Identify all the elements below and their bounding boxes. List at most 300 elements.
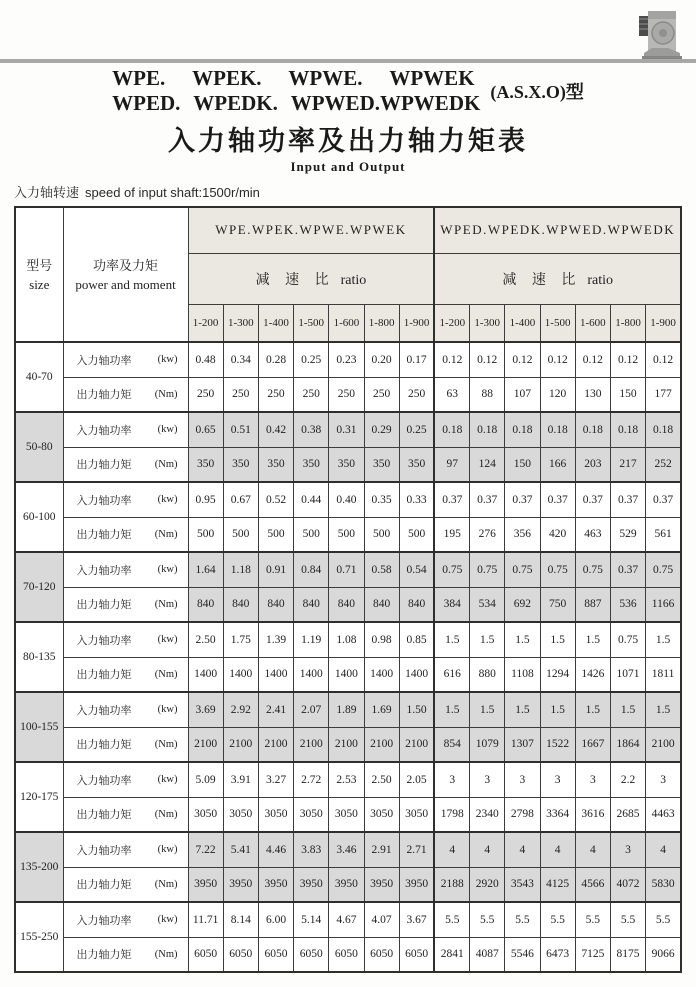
power-value-cell: 0.75	[434, 552, 469, 587]
ratio-value-header-cell: 1-200	[188, 304, 223, 342]
row-unit-text: (kw)	[157, 774, 178, 786]
power-value-cell: 0.18	[434, 412, 469, 447]
speed-note-en: speed of input shaft:1500r/min	[85, 185, 260, 200]
power-value-cell: 8.14	[223, 902, 258, 937]
row-label-cell	[63, 762, 188, 797]
power-moment-column-header: 功率及力矩 power and moment	[63, 207, 188, 342]
size-cell: 40-70	[15, 342, 63, 412]
row-unit-text: (kw)	[157, 564, 178, 576]
power-value-cell: 4.67	[329, 902, 364, 937]
row-label-cell	[63, 797, 188, 832]
power-value-cell: 11.71	[188, 902, 223, 937]
power-value-cell: 1.5	[575, 622, 610, 657]
power-value-cell: 0.75	[470, 552, 505, 587]
torque-value-cell: 3616	[575, 797, 610, 832]
torque-value-cell: 3543	[505, 867, 540, 902]
power-value-cell: 1.5	[470, 692, 505, 727]
torque-value-cell: 250	[329, 377, 364, 412]
power-value-cell: 2.05	[399, 762, 434, 797]
row-label-cell	[63, 342, 188, 377]
torque-value-cell: 252	[646, 447, 681, 482]
power-value-cell: 0.37	[575, 482, 610, 517]
power-value-cell: 0.67	[223, 482, 258, 517]
row-unit-text: (Nm)	[154, 388, 178, 400]
header-row-groups	[15, 207, 681, 253]
power-value-cell: 1.69	[364, 692, 399, 727]
ratio-value-header-cell: 1-500	[540, 304, 575, 342]
row-label-cell	[63, 482, 188, 517]
torque-value-cell: 350	[364, 447, 399, 482]
ratio-value-header-cell: 1-300	[223, 304, 258, 342]
power-value-cell: 0.12	[646, 342, 681, 377]
torque-value-cell: 1400	[364, 657, 399, 692]
power-value-cell: 6.00	[258, 902, 293, 937]
power-value-cell: 0.20	[364, 342, 399, 377]
power-value-cell: 1.18	[223, 552, 258, 587]
power-value-cell: 1.19	[294, 622, 329, 657]
torque-value-cell: 500	[294, 517, 329, 552]
ratio-value-header-cell: 1-900	[646, 304, 681, 342]
power-value-cell: 2.91	[364, 832, 399, 867]
row-label-cell	[63, 937, 188, 972]
power-value-cell: 0.98	[364, 622, 399, 657]
torque-value-cell: 1166	[646, 587, 681, 622]
power-value-cell: 3.67	[399, 902, 434, 937]
torque-value-cell: 124	[470, 447, 505, 482]
power-value-cell: 0.37	[540, 482, 575, 517]
torque-value-cell: 500	[329, 517, 364, 552]
power-value-cell: 0.37	[610, 482, 645, 517]
size-cell: 50-80	[15, 412, 63, 482]
torque-value-cell: 1400	[223, 657, 258, 692]
row-label-text: 出力轴力矩	[76, 669, 132, 682]
power-value-cell: 2.07	[294, 692, 329, 727]
power-value-cell: 0.18	[470, 412, 505, 447]
row-label-cell	[63, 657, 188, 692]
size-cell: 80-135	[15, 622, 63, 692]
power-value-cell: 2.50	[188, 622, 223, 657]
row-label-cell	[63, 517, 188, 552]
torque-value-cell: 6050	[329, 937, 364, 972]
torque-value-cell: 177	[646, 377, 681, 412]
power-value-cell: 1.5	[470, 622, 505, 657]
power-value-cell: 0.54	[399, 552, 434, 587]
torque-value-cell: 2798	[505, 797, 540, 832]
torque-value-cell: 3364	[540, 797, 575, 832]
power-value-cell: 0.17	[399, 342, 434, 377]
torque-value-cell: 1426	[575, 657, 610, 692]
torque-value-cell: 384	[434, 587, 469, 622]
torque-value-cell: 8175	[610, 937, 645, 972]
torque-value-cell: 250	[399, 377, 434, 412]
power-value-cell: 2.71	[399, 832, 434, 867]
size-cell: 60-100	[15, 482, 63, 552]
power-value-cell: 3.69	[188, 692, 223, 727]
torque-value-cell: 3050	[258, 797, 293, 832]
power-value-cell: 0.18	[610, 412, 645, 447]
torque-value-cell: 3050	[329, 797, 364, 832]
row-unit-text: (kw)	[157, 494, 178, 506]
ratio-value-header-cell: 1-600	[329, 304, 364, 342]
power-value-cell: 0.12	[575, 342, 610, 377]
row-label-text: 入力轴功率	[76, 634, 132, 647]
row-unit-text: (Nm)	[154, 878, 178, 890]
power-value-cell: 0.25	[399, 412, 434, 447]
power-value-cell: 7.22	[188, 832, 223, 867]
torque-value-cell: 1400	[294, 657, 329, 692]
torque-value-cell: 2100	[223, 727, 258, 762]
power-value-cell: 3.91	[223, 762, 258, 797]
power-value-cell: 0.12	[434, 342, 469, 377]
power-value-cell: 0.71	[329, 552, 364, 587]
torque-value-cell: 166	[540, 447, 575, 482]
input-shaft-speed-note	[14, 182, 260, 201]
torque-value-cell: 250	[258, 377, 293, 412]
torque-value-cell: 107	[505, 377, 540, 412]
power-value-cell: 1.5	[646, 692, 681, 727]
torque-value-cell: 6050	[223, 937, 258, 972]
size-cell: 70-120	[15, 552, 63, 622]
row-unit-text: (kw)	[157, 844, 178, 856]
torque-value-cell: 840	[223, 587, 258, 622]
power-value-cell: 1.5	[540, 692, 575, 727]
power-value-cell: 0.31	[329, 412, 364, 447]
power-value-cell: 3.83	[294, 832, 329, 867]
torque-value-cell: 6050	[258, 937, 293, 972]
power-torque-spec-table	[14, 206, 682, 973]
torque-value-cell: 1400	[188, 657, 223, 692]
torque-value-cell: 195	[434, 517, 469, 552]
torque-value-cell: 692	[505, 587, 540, 622]
power-value-cell: 0.51	[223, 412, 258, 447]
torque-value-cell: 250	[223, 377, 258, 412]
row-label-cell	[63, 412, 188, 447]
power-value-cell: 0.48	[188, 342, 223, 377]
torque-value-cell: 3950	[399, 867, 434, 902]
power-value-cell: 1.5	[646, 622, 681, 657]
power-value-cell: 4	[575, 832, 610, 867]
torque-value-cell: 6050	[364, 937, 399, 972]
row-label-text: 出力轴力矩	[76, 599, 132, 612]
row-label-text: 入力轴功率	[76, 424, 132, 437]
model-series-line-1: WPE. WPEK. WPWE. WPWEK	[112, 66, 475, 90]
table-row-torque	[15, 587, 681, 622]
power-value-cell: 0.28	[258, 342, 293, 377]
table-row-power	[15, 342, 681, 377]
torque-value-cell: 463	[575, 517, 610, 552]
power-value-cell: 1.5	[610, 692, 645, 727]
torque-value-cell: 616	[434, 657, 469, 692]
row-unit-text: (Nm)	[154, 668, 178, 680]
power-value-cell: 3	[610, 832, 645, 867]
torque-value-cell: 3950	[223, 867, 258, 902]
power-value-cell: 4.07	[364, 902, 399, 937]
row-unit-text: (kw)	[157, 354, 178, 366]
torque-value-cell: 1071	[610, 657, 645, 692]
torque-value-cell: 120	[540, 377, 575, 412]
power-value-cell: 5.5	[470, 902, 505, 937]
power-value-cell: 5.5	[610, 902, 645, 937]
power-value-cell: 0.18	[540, 412, 575, 447]
torque-value-cell: 6473	[540, 937, 575, 972]
torque-value-cell: 887	[575, 587, 610, 622]
power-value-cell: 2.2	[610, 762, 645, 797]
ratio-value-header-cell: 1-500	[294, 304, 329, 342]
torque-value-cell: 3950	[294, 867, 329, 902]
table-row-torque	[15, 937, 681, 972]
power-value-cell: 4	[470, 832, 505, 867]
power-value-cell: 0.37	[646, 482, 681, 517]
power-value-cell: 0.75	[540, 552, 575, 587]
table-row-torque	[15, 377, 681, 412]
power-value-cell: 0.35	[364, 482, 399, 517]
table-row-torque	[15, 797, 681, 832]
torque-value-cell: 88	[470, 377, 505, 412]
power-value-cell: 0.75	[646, 552, 681, 587]
torque-value-cell: 561	[646, 517, 681, 552]
power-value-cell: 0.12	[610, 342, 645, 377]
row-label-cell	[63, 727, 188, 762]
power-value-cell: 4.46	[258, 832, 293, 867]
power-value-cell: 0.37	[470, 482, 505, 517]
ratio-value-header-cell: 1-200	[434, 304, 469, 342]
torque-value-cell: 6050	[294, 937, 329, 972]
power-value-cell: 1.5	[575, 692, 610, 727]
row-label-text: 出力轴力矩	[76, 459, 132, 472]
row-label-cell	[63, 377, 188, 412]
torque-value-cell: 854	[434, 727, 469, 762]
table-row-power	[15, 552, 681, 587]
torque-value-cell: 5546	[505, 937, 540, 972]
power-value-cell: 0.44	[294, 482, 329, 517]
row-label-text: 出力轴力矩	[76, 809, 132, 822]
row-unit-text: (kw)	[157, 634, 178, 646]
torque-value-cell: 6050	[188, 937, 223, 972]
row-label-text: 入力轴功率	[76, 494, 132, 507]
speed-note-cn: 入力轴转速	[14, 185, 80, 200]
torque-value-cell: 529	[610, 517, 645, 552]
torque-value-cell: 203	[575, 447, 610, 482]
torque-value-cell: 1811	[646, 657, 681, 692]
power-value-cell: 0.29	[364, 412, 399, 447]
power-value-cell: 0.12	[470, 342, 505, 377]
power-value-cell: 5.5	[540, 902, 575, 937]
page-title-cn: 入力轴功率及出力轴力矩表	[168, 126, 528, 156]
row-unit-text: (kw)	[157, 704, 178, 716]
row-label-cell	[63, 902, 188, 937]
torque-value-cell: 2340	[470, 797, 505, 832]
power-value-cell: 3.27	[258, 762, 293, 797]
row-unit-text: (kw)	[157, 424, 178, 436]
power-value-cell: 3	[470, 762, 505, 797]
power-value-cell: 0.75	[575, 552, 610, 587]
torque-value-cell: 276	[470, 517, 505, 552]
table-row-torque	[15, 657, 681, 692]
power-value-cell: 3	[434, 762, 469, 797]
power-value-cell: 1.5	[505, 692, 540, 727]
torque-value-cell: 1667	[575, 727, 610, 762]
size-cell: 135-200	[15, 832, 63, 902]
torque-value-cell: 2920	[470, 867, 505, 902]
torque-value-cell: 840	[188, 587, 223, 622]
table-row-torque	[15, 447, 681, 482]
torque-value-cell: 3950	[329, 867, 364, 902]
torque-value-cell: 500	[223, 517, 258, 552]
ratio-value-header-cell: 1-300	[470, 304, 505, 342]
power-value-cell: 3	[646, 762, 681, 797]
torque-value-cell: 2100	[399, 727, 434, 762]
power-value-cell: 0.84	[294, 552, 329, 587]
power-value-cell: 0.23	[329, 342, 364, 377]
power-value-cell: 0.38	[294, 412, 329, 447]
torque-value-cell: 2100	[364, 727, 399, 762]
row-label-cell	[63, 622, 188, 657]
power-value-cell: 0.91	[258, 552, 293, 587]
torque-value-cell: 2100	[646, 727, 681, 762]
torque-value-cell: 5830	[646, 867, 681, 902]
table-row-power	[15, 482, 681, 517]
power-value-cell: 0.58	[364, 552, 399, 587]
torque-value-cell: 3050	[294, 797, 329, 832]
power-value-cell: 1.5	[540, 622, 575, 657]
title-block	[0, 66, 696, 175]
power-value-cell: 5.5	[646, 902, 681, 937]
row-label-text: 入力轴功率	[76, 914, 132, 927]
row-label-cell	[63, 552, 188, 587]
power-value-cell: 0.52	[258, 482, 293, 517]
row-label-cell	[63, 692, 188, 727]
power-value-cell: 0.25	[294, 342, 329, 377]
table-row-power	[15, 762, 681, 797]
torque-value-cell: 840	[399, 587, 434, 622]
torque-value-cell: 1400	[258, 657, 293, 692]
ratio-band-group-1: 减 速 比 ratio	[188, 253, 434, 304]
torque-value-cell: 350	[188, 447, 223, 482]
row-label-text: 出力轴力矩	[76, 879, 132, 892]
power-value-cell: 2.72	[294, 762, 329, 797]
row-unit-text: (Nm)	[154, 528, 178, 540]
model-series-line-2: WPED. WPEDK. WPWED.WPWEDK	[112, 91, 481, 115]
size-cell: 155-250	[15, 902, 63, 972]
power-value-cell: 1.5	[505, 622, 540, 657]
torque-value-cell: 2188	[434, 867, 469, 902]
torque-value-cell: 130	[575, 377, 610, 412]
torque-value-cell: 500	[364, 517, 399, 552]
row-label-text: 入力轴功率	[76, 354, 132, 367]
power-value-cell: 5.09	[188, 762, 223, 797]
power-value-cell: 2.92	[223, 692, 258, 727]
torque-value-cell: 3050	[399, 797, 434, 832]
torque-value-cell: 150	[610, 377, 645, 412]
size-cell: 120-175	[15, 762, 63, 832]
torque-value-cell: 350	[294, 447, 329, 482]
torque-value-cell: 6050	[399, 937, 434, 972]
torque-value-cell: 4087	[470, 937, 505, 972]
torque-value-cell: 2100	[258, 727, 293, 762]
torque-value-cell: 840	[329, 587, 364, 622]
torque-value-cell: 840	[364, 587, 399, 622]
power-value-cell: 0.42	[258, 412, 293, 447]
table-row-power	[15, 622, 681, 657]
torque-value-cell: 217	[610, 447, 645, 482]
power-value-cell: 0.18	[646, 412, 681, 447]
power-value-cell: 0.33	[399, 482, 434, 517]
ratio-value-header-cell: 1-400	[258, 304, 293, 342]
power-value-cell: 1.89	[329, 692, 364, 727]
row-label-text: 出力轴力矩	[76, 739, 132, 752]
power-value-cell: 2.41	[258, 692, 293, 727]
power-value-cell: 1.5	[434, 692, 469, 727]
torque-value-cell: 1400	[399, 657, 434, 692]
torque-value-cell: 350	[399, 447, 434, 482]
torque-value-cell: 1079	[470, 727, 505, 762]
power-value-cell: 5.5	[434, 902, 469, 937]
power-value-cell: 0.40	[329, 482, 364, 517]
torque-value-cell: 3050	[188, 797, 223, 832]
ratio-band-group-2: 减 速 比 ratio	[434, 253, 681, 304]
series-group-2-header: WPED.WPEDK.WPWED.WPWEDK	[434, 207, 681, 253]
torque-value-cell: 4566	[575, 867, 610, 902]
torque-value-cell: 3050	[223, 797, 258, 832]
power-value-cell: 0.75	[505, 552, 540, 587]
torque-value-cell: 250	[364, 377, 399, 412]
power-value-cell: 4	[646, 832, 681, 867]
torque-value-cell: 1108	[505, 657, 540, 692]
table-row-torque	[15, 727, 681, 762]
torque-value-cell: 3050	[364, 797, 399, 832]
power-value-cell: 0.65	[188, 412, 223, 447]
torque-value-cell: 9066	[646, 937, 681, 972]
torque-value-cell: 1864	[610, 727, 645, 762]
torque-value-cell: 536	[610, 587, 645, 622]
torque-value-cell: 3950	[364, 867, 399, 902]
torque-value-cell: 63	[434, 377, 469, 412]
row-label-text: 出力轴力矩	[76, 389, 132, 402]
power-value-cell: 1.75	[223, 622, 258, 657]
torque-value-cell: 350	[223, 447, 258, 482]
torque-value-cell: 250	[294, 377, 329, 412]
torque-value-cell: 2100	[329, 727, 364, 762]
size-column-header: 型号 size	[15, 207, 63, 342]
ratio-value-header-cell: 1-400	[505, 304, 540, 342]
power-value-cell: 0.37	[610, 552, 645, 587]
row-unit-text: (Nm)	[154, 458, 178, 470]
torque-value-cell: 2100	[294, 727, 329, 762]
torque-value-cell: 97	[434, 447, 469, 482]
row-label-cell	[63, 867, 188, 902]
torque-value-cell: 1798	[434, 797, 469, 832]
row-label-text: 入力轴功率	[76, 564, 132, 577]
torque-value-cell: 350	[258, 447, 293, 482]
torque-value-cell: 350	[329, 447, 364, 482]
power-value-cell: 2.53	[329, 762, 364, 797]
torque-value-cell: 1307	[505, 727, 540, 762]
row-unit-text: (Nm)	[154, 948, 178, 960]
torque-value-cell: 3950	[258, 867, 293, 902]
power-value-cell: 0.18	[505, 412, 540, 447]
power-value-cell: 0.75	[610, 622, 645, 657]
torque-value-cell: 2841	[434, 937, 469, 972]
torque-value-cell: 2685	[610, 797, 645, 832]
torque-value-cell: 4463	[646, 797, 681, 832]
table-row-power	[15, 412, 681, 447]
row-label-text: 入力轴功率	[76, 774, 132, 787]
power-value-cell: 4	[540, 832, 575, 867]
row-label-text: 出力轴力矩	[76, 529, 132, 542]
power-value-cell: 0.18	[575, 412, 610, 447]
torque-value-cell: 4072	[610, 867, 645, 902]
table-row-torque	[15, 517, 681, 552]
